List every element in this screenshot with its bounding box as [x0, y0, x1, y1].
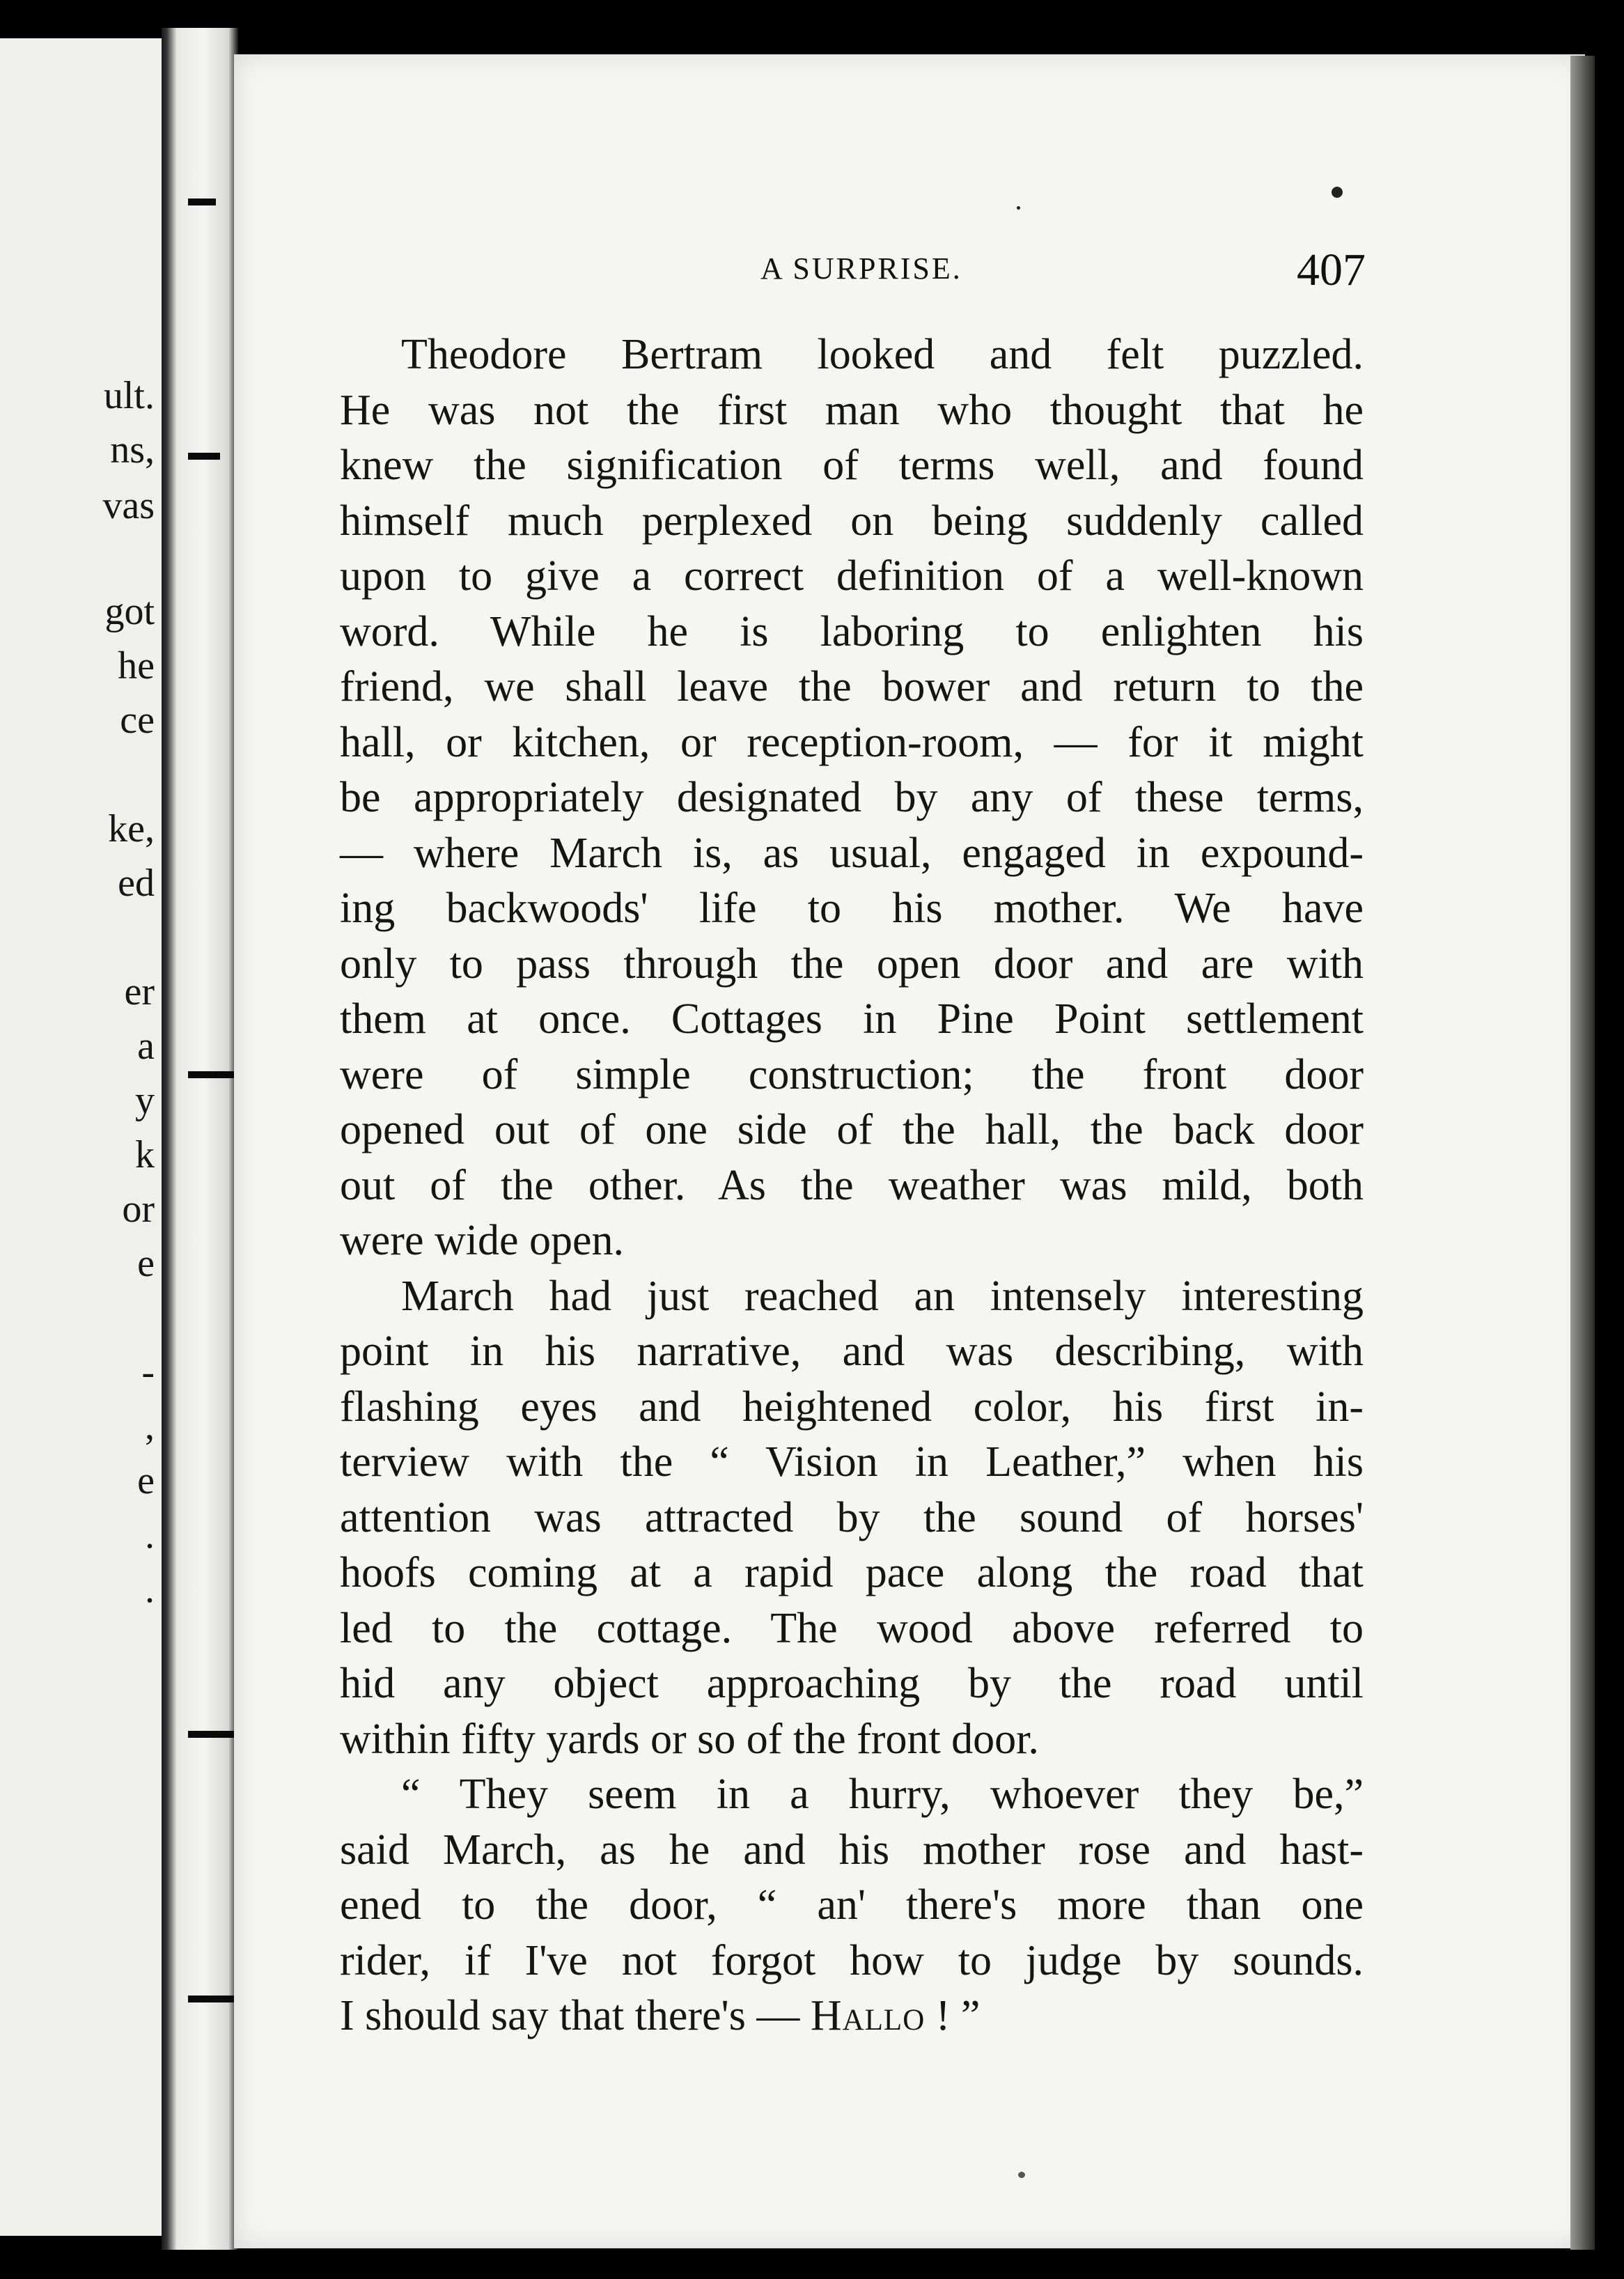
text-line: hid any object approaching by the road until — [340, 1660, 1364, 1707]
final-line-tail: ! ” — [925, 1992, 981, 2039]
text-line: — where March is, as usual, engaged in expound- — [340, 829, 1364, 877]
text-line: Theodore Bertram looked and felt puzzled. — [401, 331, 1364, 378]
text-line: ened to the door, “ an' there's more than one — [340, 1881, 1364, 1929]
text-line: March had just reached an intensely interesting — [401, 1272, 1364, 1320]
text-line: were wide open. — [340, 1217, 624, 1264]
text-line: hoofs coming at a rapid pace along the road that — [340, 1549, 1364, 1596]
text-line: friend, we shall leave the bower and return to the — [340, 663, 1364, 710]
previous-page-fragment: a — [137, 1025, 155, 1068]
text-line: hall, or kitchen, or reception-room, — for it might — [340, 718, 1364, 766]
previous-page-fragment: ed — [118, 862, 155, 905]
text-line: within fifty yards or so of the front door. — [340, 1715, 1039, 1763]
previous-page-fragment: ce — [120, 699, 155, 742]
body-text — [340, 327, 1364, 2110]
ink-speck — [1018, 2172, 1025, 2178]
previous-page-fragment: er — [124, 970, 155, 1013]
paragraph — [340, 327, 1364, 1269]
text-line: upon to give a correct definition of a well-known — [340, 552, 1364, 600]
text-line: He was not the first man who thought that he — [340, 386, 1364, 434]
previous-page-fragment: vas — [102, 484, 155, 527]
previous-page-fragment: e — [137, 1459, 155, 1502]
previous-page-fragment: . — [145, 1514, 155, 1557]
text-line: only to pass through the open door and are with — [340, 940, 1364, 988]
binding-stitch — [188, 1996, 234, 2002]
previous-page-fragment: ns, — [110, 428, 155, 472]
previous-page-fragment: got — [104, 590, 155, 633]
page-number: 407 — [1297, 244, 1366, 295]
previous-page-fragment: y — [135, 1079, 155, 1122]
page-edge-shadow — [1570, 56, 1595, 2250]
text-line: led to the cottage. The wood above referred to — [340, 1604, 1364, 1652]
previous-page-fragment: , — [145, 1405, 155, 1448]
text-line: out of the other. As the weather was mild, both — [340, 1161, 1364, 1209]
exclamation-hallo: Hallo — [810, 1992, 926, 2039]
text-line: said March, as he and his mother rose and hast- — [340, 1826, 1364, 1874]
text-line: point in his narrative, and was describing, with — [340, 1328, 1364, 1375]
paragraph — [340, 1269, 1364, 1768]
text-line: be appropriately designated by any of these terms, — [340, 774, 1364, 821]
previous-page-fragment: k — [135, 1133, 155, 1176]
text-line: rider, if I've not forgot how to judge by sounds. — [340, 1936, 1364, 1984]
previous-page-fragment: . — [145, 1568, 155, 1611]
text-line: them at once. Cottages in Pine Point settlement — [340, 995, 1364, 1043]
ink-speck — [1017, 206, 1020, 210]
text-line: were of simple construction; the front door — [340, 1050, 1364, 1098]
text-line — [340, 1989, 1364, 2044]
binding-stitch — [188, 453, 220, 460]
text-line: attention was attracted by the sound of horses' — [340, 1493, 1364, 1541]
running-head: A SURPRISE. — [760, 251, 962, 286]
previous-page-fragment: ult. — [103, 374, 155, 417]
text-line: flashing eyes and heightened color, his first in- — [340, 1383, 1364, 1431]
binding-stitch — [188, 1731, 234, 1738]
text-line: himself much perplexed on being suddenly called — [340, 497, 1364, 545]
text-line: opened out of one side of the hall, the back door — [340, 1106, 1364, 1153]
paragraph — [340, 1767, 1364, 2044]
final-line-lead: I should say that there's — — [340, 1992, 811, 2039]
previous-page-fragment: e — [137, 1242, 155, 1285]
binding-stitch — [188, 199, 216, 205]
text-line: “ They seem in a hurry, whoever they be,” — [401, 1771, 1364, 1818]
previous-page-fragment: ke, — [108, 807, 155, 850]
text-line: word. While he is laboring to enlighten his — [340, 607, 1364, 655]
ink-speck — [1332, 187, 1343, 198]
text-line: knew the signification of terms well, and found — [340, 442, 1364, 489]
text-line: terview with the “ Vision in Leather,” when his — [340, 1438, 1364, 1486]
previous-page-fragment: or — [122, 1188, 155, 1231]
previous-page-fragment: he — [118, 644, 155, 687]
book-gutter — [162, 28, 238, 2250]
binding-stitch — [188, 1071, 234, 1078]
previous-page-fragment: - — [141, 1351, 155, 1394]
text-line: ing backwoods' life to his mother. We have — [340, 885, 1364, 932]
